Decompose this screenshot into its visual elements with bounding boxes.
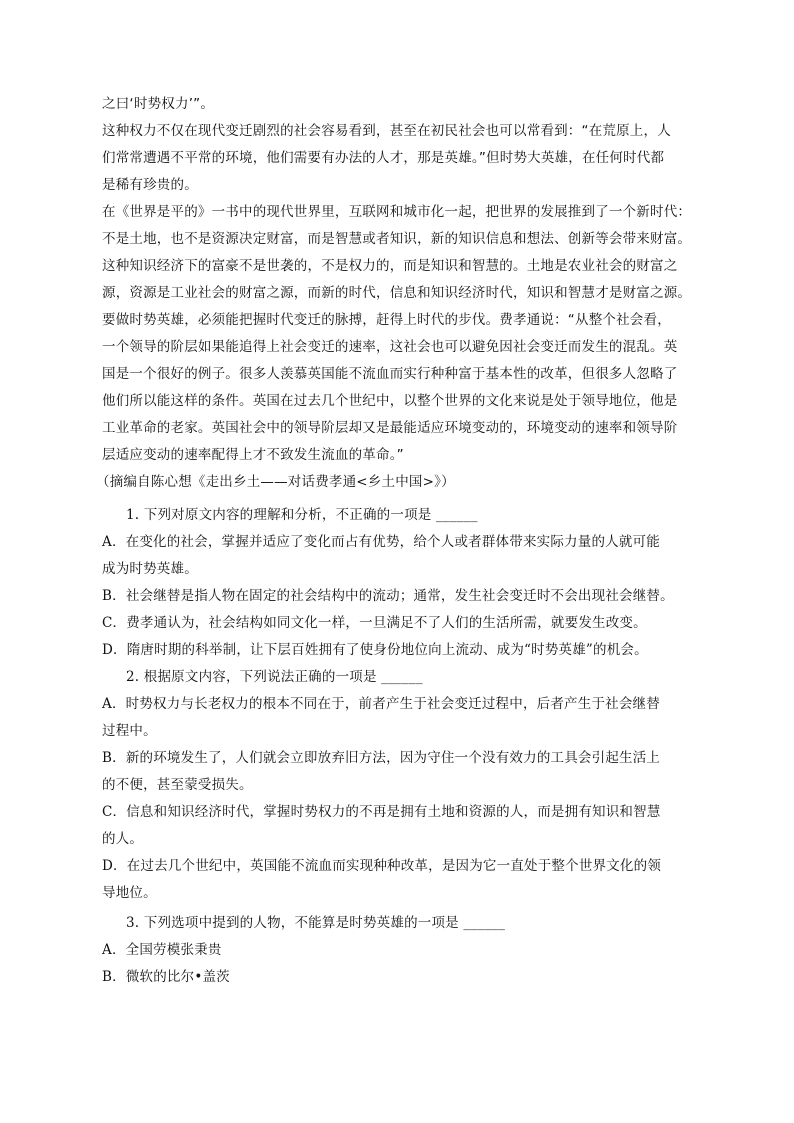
question-2-option: 过程中。 xyxy=(102,723,157,739)
question-1-option: D．隋唐时期的科举制，让下层百姓拥有了使身份地位向上流动、成为“时势英雄”的机会。 xyxy=(102,642,648,658)
question-1-option: C．费孝通认为，社会结构如同文化一样，一旦满足不了人们的生活所需，就要发生改变。 xyxy=(102,615,647,631)
question-1-stem: 1. 下列对原文内容的理解和分析，不正确的一项是 ______ xyxy=(126,507,478,523)
question-3-stem: 3. 下列选项中提到的人物，不能算是时势英雄的一项是 ______ xyxy=(126,915,506,931)
passage-line: 在《世界是平的》一书中的现代世界里，互联网和城市化一起，把世界的发展推到了一个新时代： xyxy=(102,204,692,220)
passage-source: （摘编自陈心想《走出乡土——对话费孝通<乡土中国>》） xyxy=(96,474,455,490)
passage-line: 是稀有珍贵的。 xyxy=(102,177,198,193)
passage-line: 这种知识经济下的富豪不是世袭的，不是权力的，而是知识和智慧的。土地是农业社会的财富之 xyxy=(102,258,678,274)
question-1-option: B．社会继替是指人物在固定的社会结构中的流动；通常，发生社会变迁时不会出现社会继替。 xyxy=(102,588,674,604)
passage-line: 工业革命的老家。英国社会中的领导阶层却又是最能适应环境变动的，环境变动的速率和领导阶 xyxy=(102,420,678,436)
question-2-option: D．在过去几个世纪中，英国能不流血而实现种种改革，是因为它一直处于整个世界文化的领 xyxy=(102,858,662,874)
question-1-option: A．在变化的社会，掌握并适应了变化而占有优势，给个人或者群体带来实际力量的人就可能 xyxy=(102,534,660,550)
question-2-stem: 2. 根据原文内容，下列说法正确的一项是 ______ xyxy=(126,669,423,685)
passage-line: 层适应变动的速率配得上才不致发生流血的革命。” xyxy=(102,447,404,463)
question-2-option: C．信息和知识经济时代，掌握时势权力的不再是拥有土地和资源的人，而是拥有知识和智慧 xyxy=(102,804,661,820)
passage-line: 国是一个很好的例子。很多人羡慕英国能不流血而实行种种富于基本性的改革，但很多人忽略了 xyxy=(102,366,678,382)
passage-line: 要做时势英雄，必须能把握时代变迁的脉搏，赶得上时代的步伐。费孝通说：“从整个社会看， xyxy=(102,312,671,328)
question-2-option: 的不便，甚至蒙受损失。 xyxy=(102,777,253,793)
question-3-option: B．微软的比尔•盖茨 xyxy=(102,969,230,985)
question-2-option: B．新的环境发生了，人们就会立即放弃旧方法，因为守住一个没有效力的工具会引起生活上 xyxy=(102,750,661,766)
question-2-option: A．时势权力与长老权力的根本不同在于，前者产生于社会变迁过程中，后者产生于社会继替 xyxy=(102,696,660,712)
question-2-option: 的人。 xyxy=(102,831,144,847)
passage-line: 之曰‘时势权力’”。 xyxy=(102,96,215,112)
passage-line: 这种权力不仅在现代变迁剧烈的社会容易看到，甚至在初民社会也可以常看到：“在荒原上，人 xyxy=(102,123,671,139)
question-3-option: A．全国劳模张秉贵 xyxy=(102,942,222,958)
passage-line: 们常常遭遇不平常的环境，他们需要有办法的人才，那是英雄。”但时势大英雄，在任何时代都 xyxy=(102,150,665,166)
passage-line: 不是土地，也不是资源决定财富，而是智慧或者知识，新的知识信息和想法、创新等会带来财富。 xyxy=(102,231,692,247)
question-2-option: 导地位。 xyxy=(102,885,157,901)
passage-line: 他们所以能这样的条件。英国在过去几个世纪中，以整个世界的文化来说是处于领导地位，他是 xyxy=(102,393,678,409)
passage-line: 源，资源是工业社会的财富之源，而新的时代，信息和知识经济时代，知识和智慧才是财富之源。 xyxy=(102,285,692,301)
question-1-option: 成为时势英雄。 xyxy=(102,561,198,577)
passage-line: 一个领导的阶层如果能追得上社会变迁的速率，这社会也可以避免因社会变迁而发生的混乱。英 xyxy=(102,339,678,355)
